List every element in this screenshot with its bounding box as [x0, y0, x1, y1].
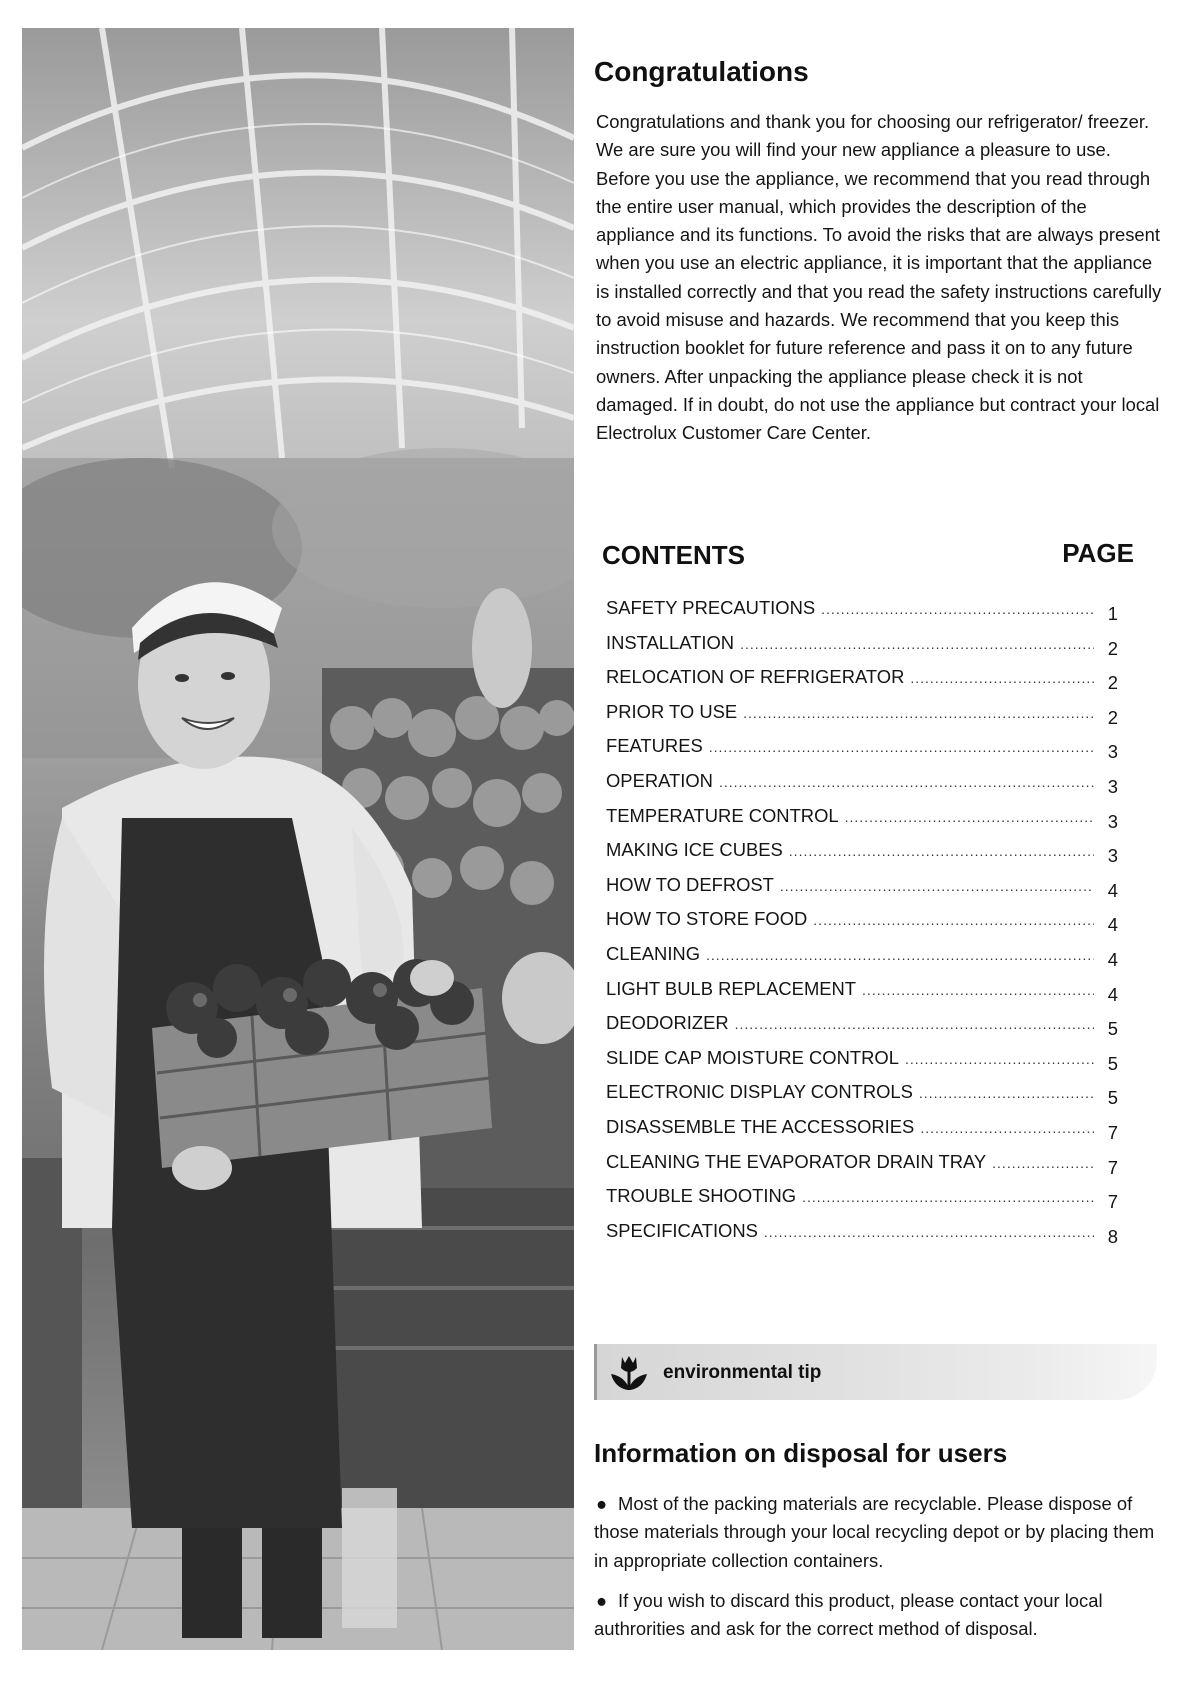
toc-entry-page: 5 [1107, 1052, 1118, 1074]
bullet-icon: ● [596, 1493, 608, 1514]
table-of-contents [606, 597, 1118, 1254]
toc-entry-page: 5 [1107, 1087, 1118, 1109]
toc-entry-title: TROUBLE SHOOTING [606, 1185, 797, 1207]
toc-leader-dots [905, 1051, 1094, 1067]
toc-entry-title: INSTALLATION [606, 631, 735, 653]
disposal-item [594, 1490, 1166, 1575]
toc-entry-title: CLEANING THE EVAPORATOR DRAIN TRAY [606, 1150, 987, 1172]
toc-leader-dots [845, 809, 1094, 825]
toc-leader-dots [910, 670, 1094, 686]
toc-entry [606, 1047, 1118, 1082]
toc-entry [606, 874, 1118, 909]
toc-entry-title: FEATURES [606, 735, 703, 757]
toc-leader-dots [735, 1016, 1094, 1032]
toc-leader-dots [719, 774, 1094, 790]
toc-entry-title: SAFETY PRECAUTIONS [606, 597, 816, 618]
toc-entry-title: SPECIFICATIONS [606, 1219, 758, 1241]
toc-entry [606, 632, 1118, 667]
toc-entry-page: 2 [1107, 706, 1118, 728]
toc-entry [606, 1220, 1118, 1255]
toc-entry-title: TEMPERATURE CONTROL [606, 804, 839, 826]
contents-heading: CONTENTS [602, 540, 745, 570]
page-column-heading: PAGE [1062, 538, 1134, 568]
toc-entry [606, 908, 1118, 943]
toc-entry-title: RELOCATION OF REFRIGERATOR [606, 666, 905, 688]
toc-entry [606, 770, 1118, 805]
toc-leader-dots [920, 1120, 1094, 1136]
toc-entry-page: 2 [1107, 672, 1118, 694]
toc-entry [606, 1151, 1118, 1186]
intro-paragraph: Congratulations and thank you for choosing our refrigerator/ freezer. We are sure you will find your new appliance a pleasure to use. Before you use the appliance, we recommend that you read through the entire user manual, which provides the description of the appliance and its functions. To avoid the risks that are always present when you use an electric appliance, it is important that the appliance is installed correctly and that you read the safety instructions carefully to avoid misuse and hazards. We recommend that you keep this instruction booklet for future reference and pass it on to any future owners. After unpacking the appliance please check it is not damaged. If in doubt, do not use the appliance but contract your local Electrolux Customer Care Center. [596, 111, 1162, 444]
toc-entry-page: 4 [1107, 948, 1118, 970]
toc-leader-dots [706, 947, 1094, 963]
toc-entry-page: 3 [1107, 741, 1118, 763]
toc-entry-title: CLEANING [606, 942, 701, 964]
toc-leader-dots [802, 1189, 1094, 1205]
toc-entry [606, 1081, 1118, 1116]
toc-leader-dots [709, 739, 1094, 755]
toc-entry-page: 2 [1107, 637, 1118, 659]
toc-leader-dots [821, 601, 1094, 617]
toc-entry [606, 805, 1118, 840]
toc-entry-page: 4 [1107, 914, 1118, 936]
toc-entry-page: 1 [1107, 603, 1118, 624]
toc-entry-title: MAKING ICE CUBES [606, 839, 783, 861]
toc-leader-dots [813, 912, 1094, 928]
disposal-list [594, 1490, 1166, 1655]
toc-entry [606, 1012, 1118, 1047]
toc-leader-dots [764, 1224, 1094, 1240]
toc-entry-page: 4 [1107, 983, 1118, 1005]
toc-entry-title: HOW TO DEFROST [606, 873, 774, 895]
toc-leader-dots [743, 705, 1094, 721]
toc-entry-title: LIGHT BULB REPLACEMENT [606, 977, 857, 999]
toc-entry [606, 1185, 1118, 1220]
toc-entry-title: ELECTRONIC DISPLAY CONTROLS [606, 1081, 913, 1103]
toc-entry [606, 1116, 1118, 1151]
toc-entry [606, 666, 1118, 701]
environmental-tip-label: environmental tip [663, 1362, 822, 1383]
toc-entry [606, 839, 1118, 874]
toc-entry-title: OPERATION [606, 769, 713, 791]
toc-entry-page: 8 [1107, 1225, 1118, 1247]
contents-header [602, 540, 1134, 571]
congratulations-heading: Congratulations [594, 56, 809, 87]
toc-entry-page: 7 [1107, 1121, 1118, 1143]
toc-leader-dots [919, 1085, 1094, 1101]
toc-leader-dots [992, 1155, 1094, 1171]
toc-leader-dots [740, 636, 1094, 652]
toc-entry-page: 3 [1107, 845, 1118, 867]
toc-entry-title: SLIDE CAP MOISTURE CONTROL [606, 1046, 899, 1068]
toc-entry-page: 5 [1107, 1018, 1118, 1040]
toc-entry [606, 701, 1118, 736]
toc-entry-title: HOW TO STORE FOOD [606, 908, 808, 930]
disposal-item [594, 1587, 1166, 1644]
toc-entry [606, 978, 1118, 1013]
environmental-tip-banner [594, 1344, 1157, 1400]
toc-entry [606, 597, 1118, 632]
bullet-icon: ● [596, 1589, 608, 1611]
market-photo [22, 28, 574, 1650]
market-photo-illustration [22, 28, 574, 1650]
tulip-icon [609, 1354, 649, 1392]
toc-entry-page: 7 [1107, 1156, 1118, 1178]
toc-entry-page: 3 [1107, 775, 1118, 797]
toc-entry-page: 4 [1107, 879, 1118, 901]
toc-entry-title: PRIOR TO USE [606, 700, 738, 722]
toc-entry-page: 7 [1107, 1191, 1118, 1213]
toc-entry [606, 943, 1118, 978]
toc-entry-title: DEODORIZER [606, 1012, 729, 1034]
disposal-item-text: Most of the packing materials are recyclable. Please dispose of those materials through your local recycling depot or by placing them in appropriate collection containers. [594, 1493, 1155, 1571]
toc-entry-title: DISASSEMBLE THE ACCESSORIES [606, 1115, 915, 1137]
toc-leader-dots [862, 982, 1094, 998]
toc-leader-dots [780, 878, 1094, 894]
toc-entry-page: 3 [1107, 810, 1118, 832]
disposal-item-text: If you wish to discard this product, please contact your local authrorities and ask for the correct method of disposal. [594, 1589, 1103, 1640]
toc-leader-dots [789, 843, 1094, 859]
disposal-heading: Information on disposal for users [594, 1438, 1008, 1468]
toc-entry [606, 735, 1118, 770]
